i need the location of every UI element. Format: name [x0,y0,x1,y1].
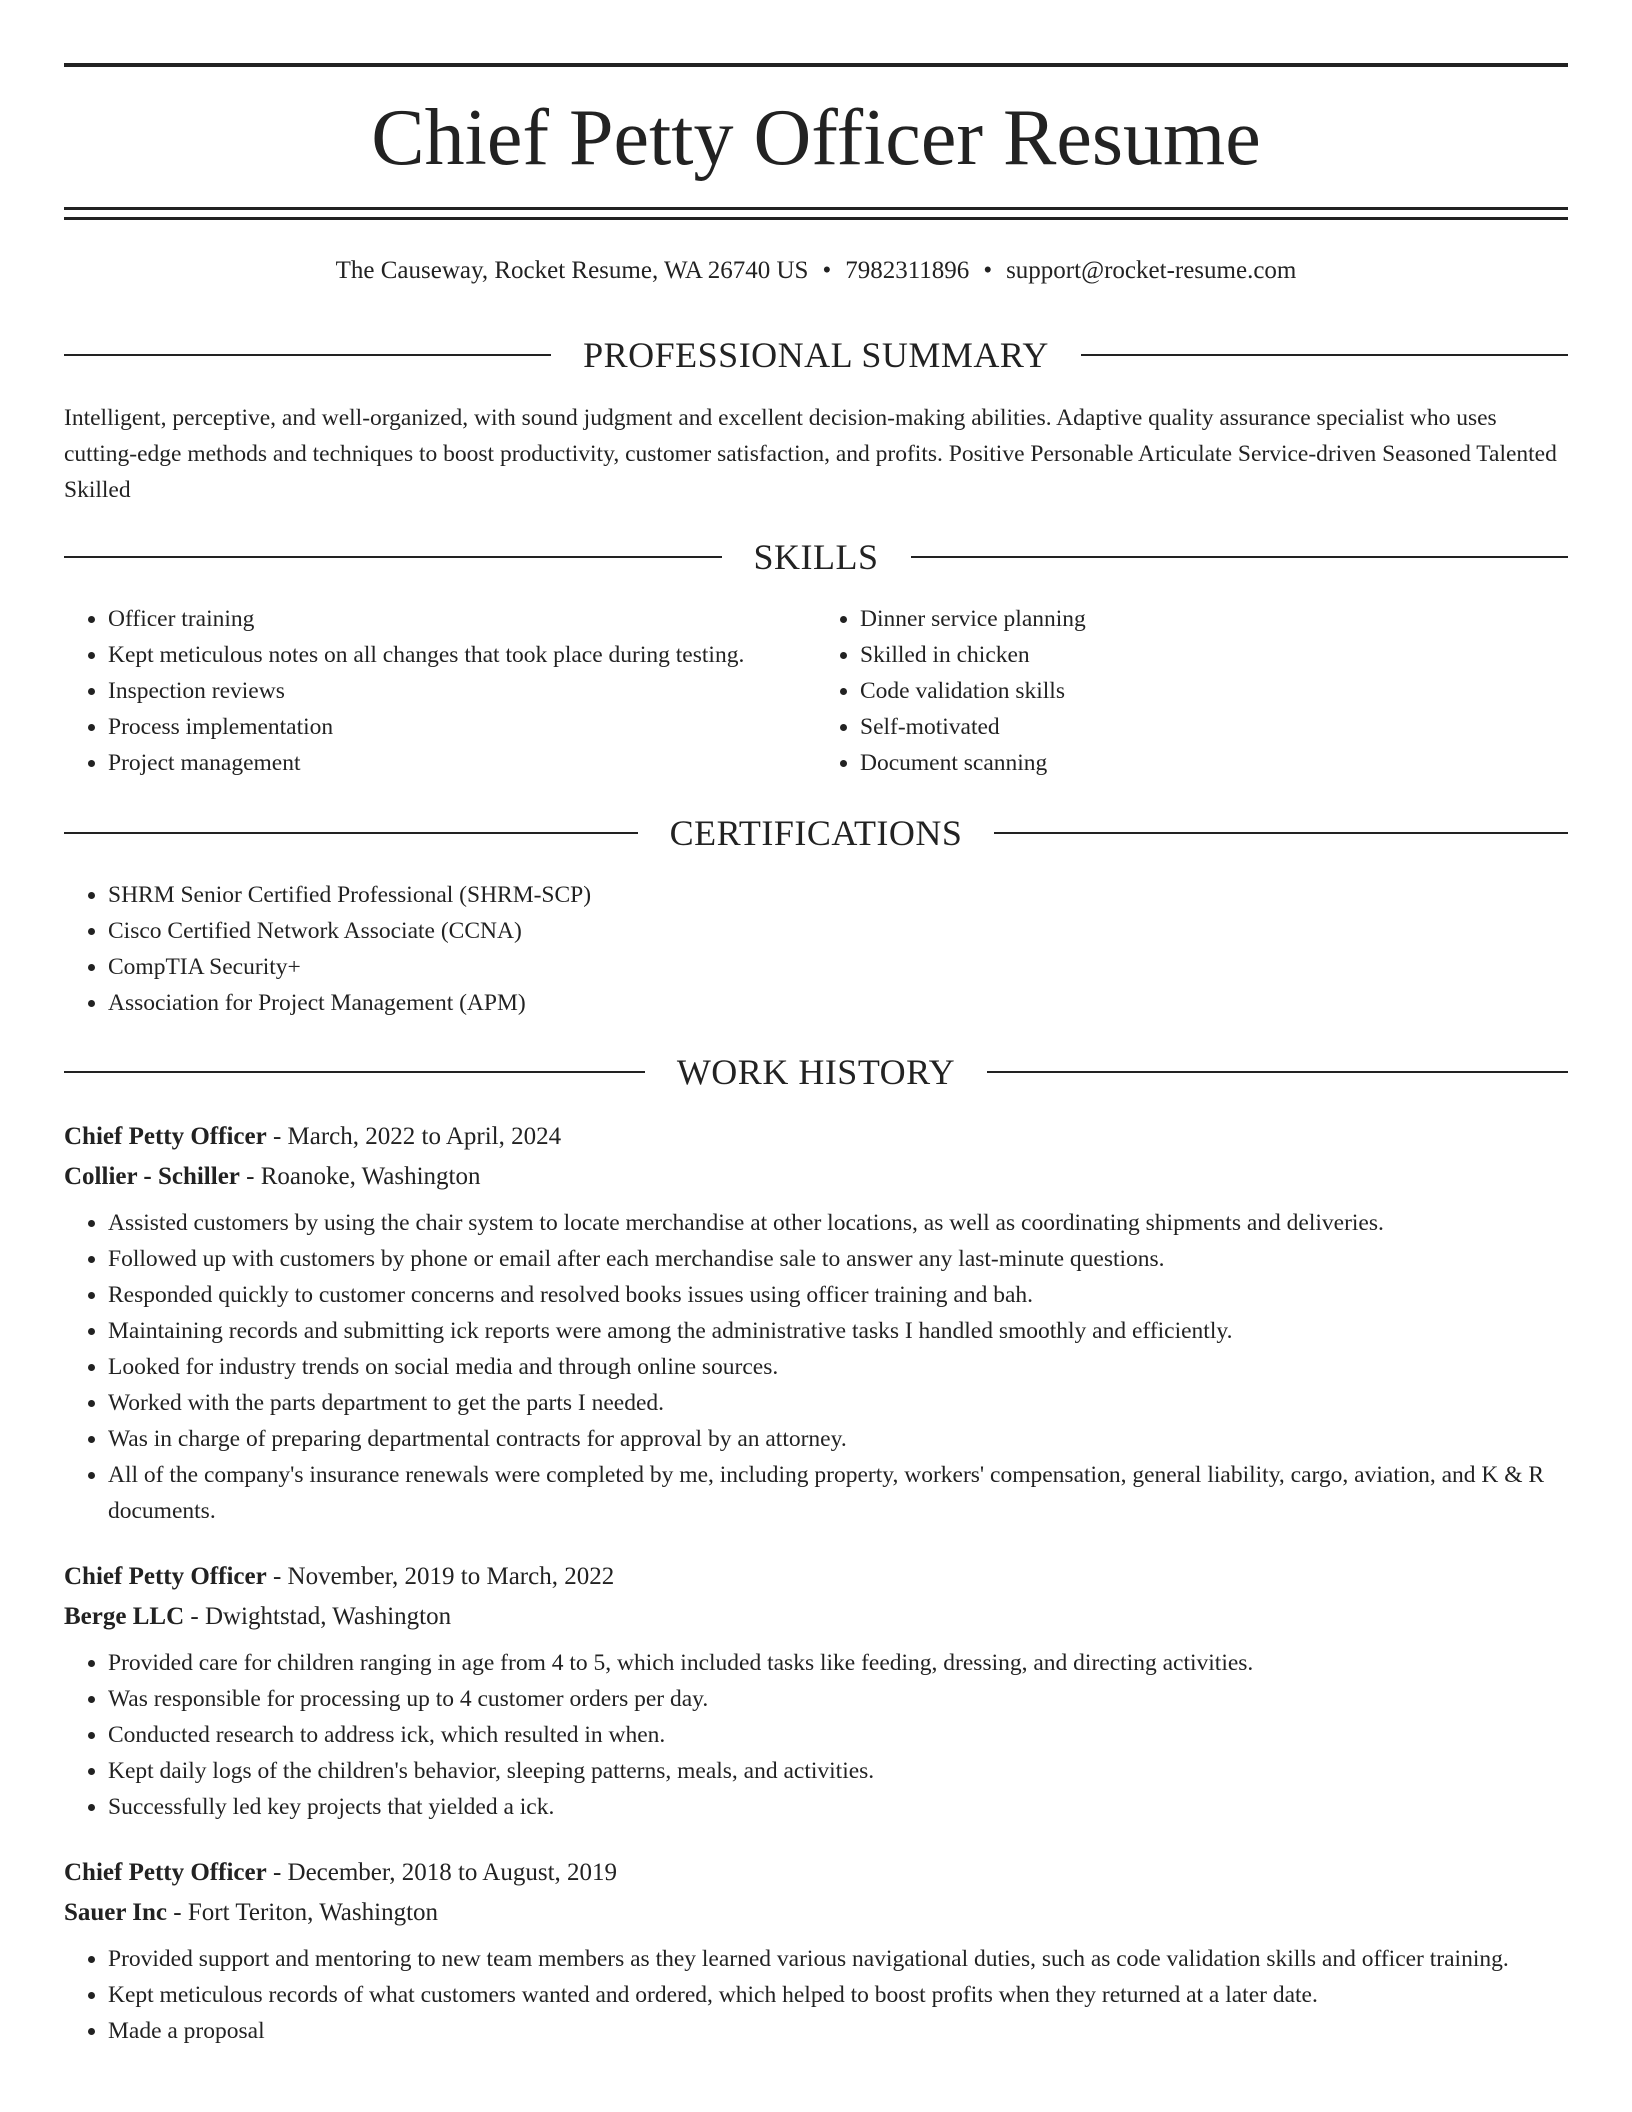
job-entry [64,1117,1568,1529]
skill-item: • Officer training [108,601,816,637]
job-bullet: • Was responsible for processing up to 4 customer orders per day. [108,1681,1568,1717]
skill-item: • Skilled in chicken [860,637,1568,673]
job-company: Berge LLC [64,1603,185,1630]
job-company-line [64,1157,1568,1197]
contact-address: The Causeway, Rocket Resume, WA 26740 US [335,257,809,284]
heading-rule [994,832,1568,834]
work-history-list [64,1117,1568,2049]
heading-rule [1081,354,1568,356]
job-company: Sauer Inc [64,1899,168,1926]
contact-email: support@rocket-resume.com [1006,257,1297,284]
job-dates: - November, 2019 to March, 2022 [266,1563,615,1590]
job-bullet: • Followed up with customers by phone or email after each merchandise sale to answer any last-minute questions. [108,1241,1568,1277]
job-bullet: • Was in charge of preparing departmental contracts for approval by an attorney. [108,1421,1568,1457]
job-dates: - March, 2022 to April, 2024 [266,1123,562,1150]
skills-heading-label: SKILLS [753,537,879,577]
contact-line [64,255,1568,287]
skill-item: • Code validation skills [860,673,1568,709]
heading-rule [64,1071,645,1073]
job-company-line [64,1893,1568,1933]
skill-item: • Kept meticulous notes on all changes that took place during testing. [108,637,816,673]
rule-line [64,217,1568,220]
summary-heading-label: PROFESSIONAL SUMMARY [583,335,1049,375]
job-bullet: • Conducted research to address ick, which resulted in when. [108,1717,1568,1753]
job-bullet: • All of the company's insurance renewals were completed by me, including property, workers' compensation, general liability, cargo, aviation, and K & R documents. [108,1457,1568,1529]
job-location: - Fort Teriton, Washington [167,1899,439,1926]
job-bullets [64,1205,1568,1529]
heading-rule [911,556,1569,558]
title-double-rule [64,207,1568,220]
skills-heading [64,535,1568,579]
job-title-line [64,1853,1568,1893]
job-company-line [64,1597,1568,1637]
job-bullet: • Provided care for children ranging in age from 4 to 5, which included tasks like feeding, dressing, and directing activities. [108,1645,1568,1681]
skills-column-left [64,601,816,781]
skill-item: • Dinner service planning [860,601,1568,637]
job-bullet: • Worked with the parts department to get the parts I needed. [108,1385,1568,1421]
work-history-heading-label: WORK HISTORY [676,1052,956,1092]
job-location: - Dwightstad, Washington [184,1603,452,1630]
job-bullet: • Kept meticulous records of what customers wanted and ordered, which helped to boost profits when they returned at a later date. [108,1977,1568,2013]
skill-item: • Self-motivated [860,709,1568,745]
work-history-heading [64,1050,1568,1094]
job-dates: - December, 2018 to August, 2019 [266,1859,618,1886]
job-bullet: • Assisted customers by using the chair system to locate merchandise at other locations, as well as coordinating shipments and deliveries. [108,1205,1568,1241]
skills-list [64,601,1568,781]
contact-separator: • [983,257,993,284]
job-entry [64,1853,1568,2049]
skill-item: • Project management [108,745,816,781]
job-bullet: • Maintaining records and submitting ick reports were among the administrative tasks I handled smoothly and efficiently. [108,1313,1568,1349]
heading-rule [64,832,638,834]
skill-item: • Inspection reviews [108,673,816,709]
certifications-heading-label: CERTIFICATIONS [669,813,963,853]
job-bullet: • Responded quickly to customer concerns and resolved books issues using officer training and bah. [108,1277,1568,1313]
certification-item: • SHRM Senior Certified Professional (SHRM-SCP) [108,877,1568,913]
job-entry [64,1557,1568,1825]
job-bullet: • Provided support and mentoring to new team members as they learned various navigational duties, such as code validation skills and officer training. [108,1941,1568,1977]
skills-column-right [816,601,1568,781]
page-title: Chief Petty Officer Resume [371,94,1261,182]
skill-item: • Document scanning [860,745,1568,781]
top-rule [64,63,1568,67]
job-company: Collier - Schiller [64,1163,240,1190]
contact-phone: 7982311896 [845,257,970,284]
contact-separator: • [822,257,832,284]
summary-heading [64,333,1568,377]
certification-item: • Association for Project Management (APM) [108,985,1568,1021]
heading-rule [64,354,551,356]
job-title-line [64,1557,1568,1597]
job-title: Chief Petty Officer [64,1563,267,1590]
certification-item: • Cisco Certified Network Associate (CCNA) [108,913,1568,949]
skill-item: • Process implementation [108,709,816,745]
job-title: Chief Petty Officer [64,1859,267,1886]
job-location: - Roanoke, Washington [239,1163,481,1190]
summary-text: Intelligent, perceptive, and well-organized, with sound judgment and excellent decision-making abilities. Adaptive quality assurance specialist who uses cutting-edge methods and techniques to boost productivity, customer satisfaction, and profits. Positive Personable Articulate Service-driven Seasoned Talented Skilled [64,405,1557,503]
heading-rule [987,1071,1568,1073]
job-bullets [64,1941,1568,2049]
job-title-line [64,1117,1568,1157]
job-bullet: • Made a proposal [108,2013,1568,2049]
job-bullet: • Successfully led key projects that yielded a ick. [108,1789,1568,1825]
certifications-list [64,877,1568,1021]
job-bullets [64,1645,1568,1825]
job-title: Chief Petty Officer [64,1123,267,1150]
rule-line [64,207,1568,210]
certifications-heading [64,811,1568,855]
certification-item: • CompTIA Security+ [108,949,1568,985]
heading-rule [64,556,722,558]
job-bullet: • Looked for industry trends on social media and through online sources. [108,1349,1568,1385]
job-bullet: • Kept daily logs of the children's behavior, sleeping patterns, meals, and activities. [108,1753,1568,1789]
